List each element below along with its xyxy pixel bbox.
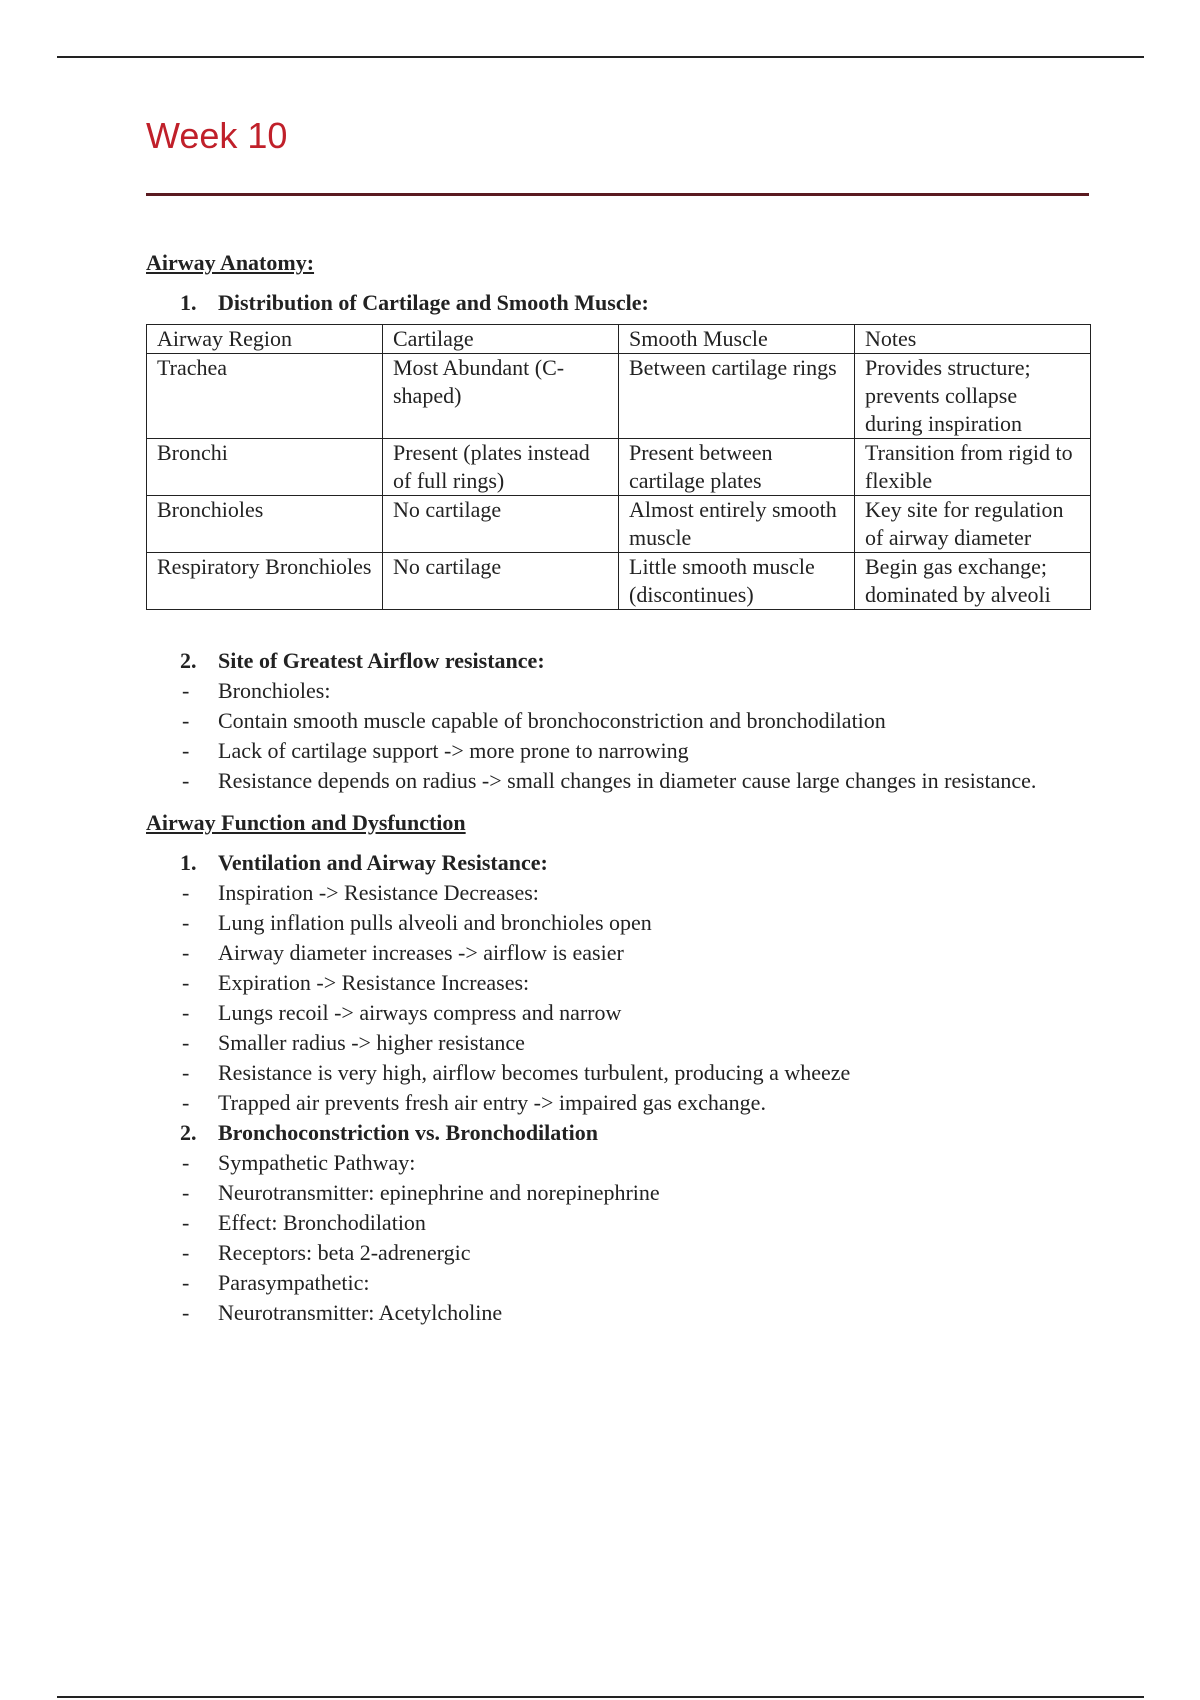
numbered-item-ventilation (146, 848, 1090, 878)
list-item (146, 1298, 1090, 1328)
list-item (146, 908, 1090, 938)
item-number: 2. (180, 648, 197, 673)
list-item (146, 1088, 1090, 1118)
bullet-marker: - (182, 910, 190, 935)
list-item-text: Airway diameter increases -> airflow is easier (218, 940, 624, 965)
item-label: Ventilation and Airway Resistance: (218, 850, 548, 875)
airway-table (146, 324, 1091, 610)
bullet-marker: - (182, 1090, 190, 1115)
list-item (146, 1268, 1090, 1298)
list-item-text: Effect: Bronchodilation (218, 1210, 426, 1235)
table-cell: Key site for regulation of airway diameter (855, 496, 1091, 553)
list-item (146, 706, 1090, 736)
bullet-marker: - (182, 1150, 190, 1175)
table-cell: No cartilage (383, 553, 619, 610)
item-label: Distribution of Cartilage and Smooth Muscle: (218, 290, 649, 315)
table-row (147, 496, 1091, 553)
list-item-text: Lung inflation pulls alveoli and bronchioles open (218, 910, 652, 935)
section-heading-airway-function: Airway Function and Dysfunction (146, 810, 466, 835)
page-bottom-rule (57, 1696, 1144, 1698)
list-item-text: Contain smooth muscle capable of bronchoconstriction and bronchodilation (218, 708, 886, 733)
list-item-text: Expiration -> Resistance Increases: (218, 970, 530, 995)
table-cell: No cartilage (383, 496, 619, 553)
page-top-rule (57, 56, 1144, 58)
table-cell: Respiratory Bronchioles (147, 553, 383, 610)
bullet-marker: - (182, 1000, 190, 1025)
list-item (146, 968, 1090, 998)
table-row (147, 553, 1091, 610)
list-item-text: Neurotransmitter: epinephrine and norepinephrine (218, 1180, 660, 1205)
item-number: 2. (180, 1120, 197, 1145)
numbered-item-bronchoconstriction (146, 1118, 1090, 1148)
title-underline (146, 193, 1089, 196)
item-label: Site of Greatest Airflow resistance: (218, 648, 545, 673)
table-cell: Trachea (147, 354, 383, 439)
table-cell: Most Abundant (C-shaped) (383, 354, 619, 439)
table-cell: Almost entirely smooth muscle (619, 496, 855, 553)
bullet-marker: - (182, 678, 190, 703)
item-number: 1. (180, 290, 197, 315)
bullet-list-ventilation (146, 878, 1090, 1118)
section-heading-airway-anatomy: Airway Anatomy: (146, 250, 315, 275)
table-header-cell: Cartilage (383, 325, 619, 354)
list-item-text: Inspiration -> Resistance Decreases: (218, 880, 539, 905)
list-item-text: Trapped air prevents fresh air entry -> impaired gas exchange. (218, 1090, 766, 1115)
list-item (146, 1238, 1090, 1268)
list-item (146, 1028, 1090, 1058)
table-row (147, 439, 1091, 496)
list-item (146, 938, 1090, 968)
item-label: Bronchoconstriction vs. Bronchodilation (218, 1120, 598, 1145)
table-header-cell: Notes (855, 325, 1091, 354)
bullet-marker: - (182, 1300, 190, 1325)
list-item-text: Parasympathetic: (218, 1270, 370, 1295)
table-cell: Bronchi (147, 439, 383, 496)
bullet-marker: - (182, 1180, 190, 1205)
bullet-marker: - (182, 1210, 190, 1235)
list-item-text: Lack of cartilage support -> more prone to narrowing (218, 738, 689, 763)
list-item (146, 1178, 1090, 1208)
list-item-text: Lungs recoil -> airways compress and narrow (218, 1000, 622, 1025)
list-item-text: Resistance depends on radius -> small changes in diameter cause large changes in resistance. (218, 768, 1037, 793)
list-item-text: Sympathetic Pathway: (218, 1150, 416, 1175)
bullet-marker: - (182, 1240, 190, 1265)
bullet-marker: - (182, 970, 190, 995)
table-cell: Present between cartilage plates (619, 439, 855, 496)
list-item (146, 878, 1090, 908)
document-body (146, 248, 1090, 1328)
item-number: 1. (180, 850, 197, 875)
bullet-marker: - (182, 940, 190, 965)
numbered-item-greatest-resistance (146, 646, 1090, 676)
bullet-marker: - (182, 708, 190, 733)
table-cell: Transition from rigid to flexible (855, 439, 1091, 496)
table-cell: Bronchioles (147, 496, 383, 553)
bullet-marker: - (182, 880, 190, 905)
list-item (146, 998, 1090, 1028)
list-item-text: Smaller radius -> higher resistance (218, 1030, 525, 1055)
page-title: Week 10 (146, 115, 288, 156)
list-item (146, 1148, 1090, 1178)
list-item-text: Bronchioles: (218, 678, 331, 703)
table-header-row (147, 325, 1091, 354)
list-item (146, 676, 1090, 706)
bullet-marker: - (182, 1270, 190, 1295)
numbered-item-cartilage-distribution (146, 288, 1090, 318)
list-item (146, 1058, 1090, 1088)
table-cell: Between cartilage rings (619, 354, 855, 439)
table-cell: Present (plates instead of full rings) (383, 439, 619, 496)
table-header-cell: Airway Region (147, 325, 383, 354)
list-item-text: Receptors: beta 2-adrenergic (218, 1240, 471, 1265)
table-header-cell: Smooth Muscle (619, 325, 855, 354)
bullet-marker: - (182, 768, 190, 793)
list-item (146, 1208, 1090, 1238)
table-row (147, 354, 1091, 439)
bullet-marker: - (182, 1060, 190, 1085)
list-item (146, 736, 1090, 766)
table-cell: Provides structure; prevents collapse during inspiration (855, 354, 1091, 439)
table-cell: Little smooth muscle (discontinues) (619, 553, 855, 610)
bullet-marker: - (182, 738, 190, 763)
list-item (146, 766, 1090, 796)
table-cell: Begin gas exchange; dominated by alveoli (855, 553, 1091, 610)
list-item-text: Resistance is very high, airflow becomes turbulent, producing a wheeze (218, 1060, 851, 1085)
bullet-list-resistance (146, 676, 1090, 796)
bullet-marker: - (182, 1030, 190, 1055)
bullet-list-bronchoconstriction (146, 1148, 1090, 1328)
list-item-text: Neurotransmitter: Acetylcholine (218, 1300, 503, 1325)
